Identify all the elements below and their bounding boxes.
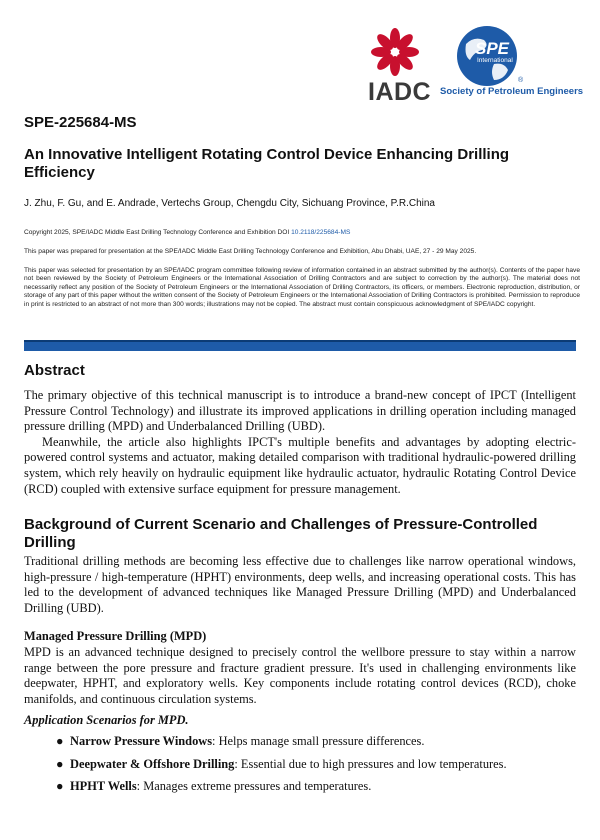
list-item-desc: : Helps manage small pressure differences.	[212, 734, 425, 748]
mpd-applications-heading: Application Scenarios for MPD.	[24, 713, 189, 727]
logo-area	[364, 24, 584, 106]
author-line: J. Zhu, F. Gu, and E. Andrade, Vertechs Group, Chengdu City, Sichuang Province, P.R.China	[24, 198, 435, 209]
abstract-heading: Abstract	[24, 362, 85, 379]
abstract-paragraph-2: Meanwhile, the article also highlights IPCT's multiple benefits and advantages by adopting electric-powered control systems and actuator, making detailed comparison with traditional hydraulic-powered drilling system, which rely heavily on hydraulic equipment like hydraulic actuator, hydraulic Rotating Control Device (RCD) coupled with extensive surface equipment for pressure management.	[24, 434, 576, 496]
list-item	[56, 734, 576, 757]
paper-title: An Innovative Intelligent Rotating Control Device Enhancing Drilling Efficiency	[24, 146, 510, 181]
abstract-paragraph-1: The primary objective of this technical manuscript is to introduce a brand-new concept of IPCT (Intelligent Pressure Control Technology) and illustrate its improved applications in drilling operation including managed pressure drilling (MPD) and Underbalanced Drilling (UBD).	[24, 388, 576, 434]
list-item	[56, 779, 576, 802]
mpd-heading: Managed Pressure Drilling (MPD)	[24, 629, 207, 643]
bullet-icon: ●	[56, 756, 64, 771]
section-divider-bar	[24, 340, 576, 351]
spe-logo-globe-icon	[444, 24, 530, 110]
background-paragraph: Traditional drilling methods are becoming less effective due to challenges like narrow operational windows, high-pressure / high-temperature (HPHT) environments, deep wells, and increasing operational costs. This has led to the development of advanced techniques like Managed Pressure Drilling (MPD) and Underbalanced Drilling (UBD).	[24, 554, 576, 615]
paper-number: SPE-225684-MS	[24, 114, 137, 131]
background-heading: Background of Current Scenario and Challenges of Pressure-Controlled Drilling	[24, 516, 538, 551]
copyright-text: Copyright 2025, SPE/IADC Middle East Drilling Technology Conference and Exhibition DOI	[24, 229, 290, 236]
mpd-applications-list	[56, 734, 576, 802]
list-item-term: Narrow Pressure Windows	[70, 734, 213, 748]
list-item-term: HPHT Wells	[70, 779, 137, 793]
iadc-logo-text: IADC	[368, 78, 432, 106]
bullet-icon: ●	[56, 734, 64, 748]
doi-link[interactable]: 10.2118/225684-MS	[291, 229, 351, 236]
iadc-logo-mark-icon	[364, 28, 426, 76]
list-item-term: Deepwater & Offshore Drilling	[70, 756, 235, 771]
spe-registered-mark: ®	[518, 77, 524, 84]
spe-logo-letters: SPE	[475, 39, 510, 58]
bullet-icon: ●	[56, 779, 64, 793]
mpd-paragraph: MPD is an advanced technique designed to precisely control the wellbore pressure to stay within a narrow range between the pore pressure and fracture gradient pressure. It's used in challenging environments like deepwater, HPHT, and exploratory wells. Key components include rotating control devices (RCD), choke manifolds, and continuous circulation systems.	[24, 645, 576, 706]
presentation-note: This paper was prepared for presentation at the SPE/IADC Middle East Drilling Technology Conference and Exhibition, Abu Dhabi, UAE, 27 - 29 May 2025.	[24, 248, 477, 255]
review-notice: This paper was selected for presentation by an SPE/IADC program committee following review of information contained in an abstract submitted by the author(s). Contents of the paper have not been reviewed by the Society of Petroleum Engineers or the International Association of Drilling Contractors and are subject to correction by the author(s). The material does not necessarily reflect any position of the Society of Petroleum Engineers or the International Association of Drilling Contractors, its officers, or members. Electronic reproduction, distribution, or storage of any part of this paper without the written consent of the Society of Petroleum Engineers or the International Association of Drilling Contractors is prohibited. Permission to reproduce in print is restricted to an abstract of not more than 300 words; illustrations may not be copied. The abstract must contain conspicuous acknowledgment of SPE/IADC copyright.	[24, 267, 580, 308]
copyright-line	[24, 229, 580, 237]
spe-logo-subtitle: International	[477, 57, 513, 64]
list-item	[56, 757, 576, 780]
list-item-desc: : Manages extreme pressures and temperatures.	[136, 779, 372, 793]
list-item-desc: : Essential due to high pressures and low temperatures.	[234, 756, 507, 771]
abstract-body	[24, 388, 576, 497]
spe-logo-name: Society of Petroleum Engineers	[440, 86, 584, 97]
